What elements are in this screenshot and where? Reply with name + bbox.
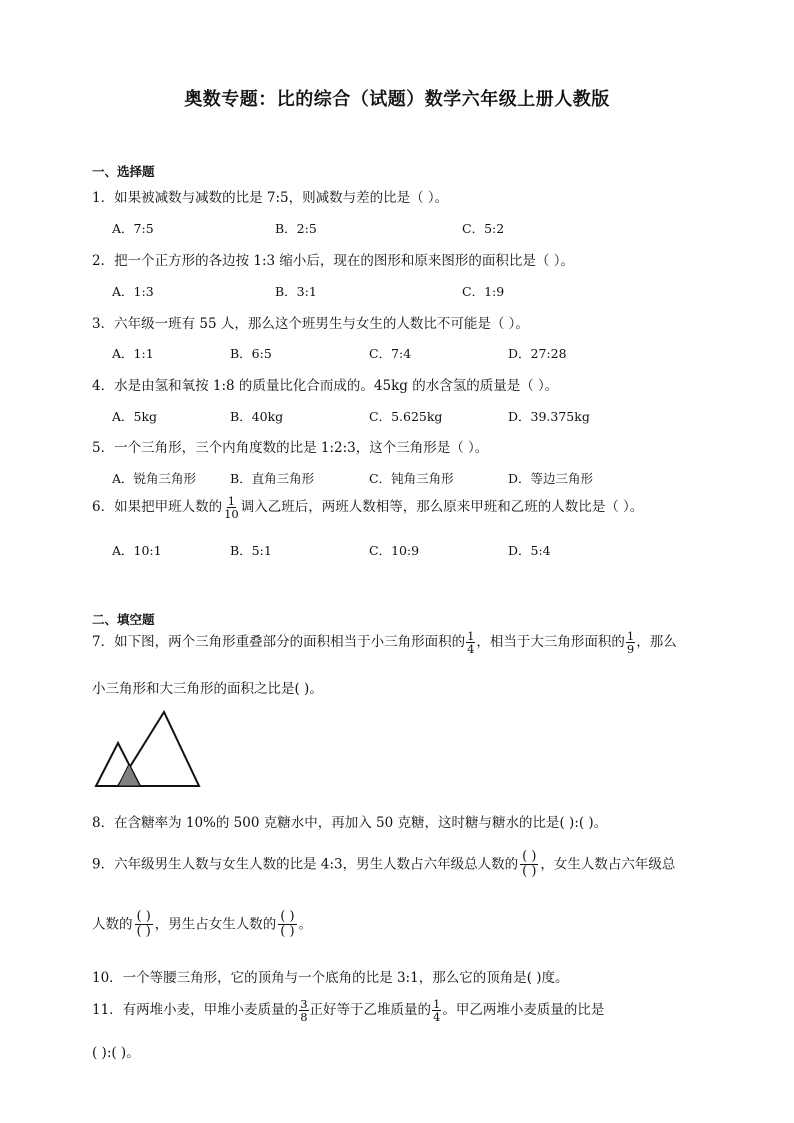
question-11: 11．有两堆小麦，甲堆小麦质量的 $\frac{3}{8}$ 正好等于乙堆质量的 $\frac{1}{4}$ 。甲乙两堆小麦质量的比是 — [92, 997, 605, 1025]
option-c[interactable]: C．10:9 — [369, 543, 420, 558]
option-a[interactable]: A．5kg — [112, 409, 158, 424]
option-a[interactable]: A．7:5 — [112, 221, 154, 236]
option-c[interactable]: C．1:9 — [462, 284, 505, 299]
option-b[interactable]: B．2:5 — [275, 221, 317, 236]
option-d[interactable]: D．39.375kg — [508, 409, 590, 424]
question-6-text-after: 调入乙班后，两班人数相等，那么原来甲班和乙班的人数比是（ ）。 — [240, 499, 644, 516]
option-b[interactable]: B．40kg — [230, 409, 284, 424]
option-b[interactable]: B．5:1 — [230, 543, 272, 558]
page-title: 奥数专题：比的综合（试题）数学六年级上册人教版 — [184, 89, 610, 110]
fraction: $\frac{1}{4}$ — [467, 629, 475, 657]
fraction: $\frac{3}{8}$ — [300, 997, 308, 1025]
question-6 — [92, 495, 643, 520]
option-a[interactable]: A．10:1 — [112, 543, 162, 558]
question-3: 3．六年级一班有 55 人，那么这个班男生与女生的人数比不可能是（ ）。 — [92, 316, 529, 332]
blank-fraction[interactable]: $\frac{( )}{( )}$ — [522, 849, 537, 880]
question-7: 7．如下图，两个三角形重叠部分的面积相当于小三角形面积的 $\frac{1}{4}$ ，相当于大三角形面积的 $\frac{1}{9}$ ，那么 — [92, 629, 677, 657]
option-c[interactable]: C．钝角三角形 — [369, 471, 454, 486]
question-9-line-2: 人数的 $\frac{( )}{( )}$ ，男生占女生人数的 $\frac{( )}{( )}$ 。 — [92, 909, 313, 940]
question-2: 2．把一个正方形的各边按 1:3 缩小后，现在的图形和原来图形的面积比是（ ）。 — [92, 253, 574, 269]
question-6-text-before: 6．如果把甲班人数的 — [92, 499, 223, 516]
option-a[interactable]: A．1:1 — [112, 346, 154, 361]
question-7-line-2: 小三角形和大三角形的面积之比是( )。 — [92, 681, 323, 697]
question-11-line-2: ( ):( )。 — [92, 1045, 140, 1061]
option-c[interactable]: C．5:2 — [462, 221, 505, 236]
blank-fraction[interactable]: $\frac{( )}{( )}$ — [280, 909, 295, 940]
question-5: 5．一个三角形，三个内角度数的比是 1:2:3，这个三角形是（ ）。 — [92, 440, 489, 456]
question-1: 1．如果被减数与减数的比是 7:5，则减数与差的比是（ ）。 — [92, 190, 449, 206]
fraction: $\frac{1}{4}$ — [433, 997, 441, 1025]
option-d[interactable]: D．等边三角形 — [508, 471, 594, 486]
option-d[interactable]: D．27:28 — [508, 346, 567, 361]
question-8: 8．在含糖率为 10%的 500 克糖水中，再加入 50 克糖，这时糖与糖水的比是( ):( )。 — [92, 815, 608, 831]
overlap-region — [118, 764, 140, 786]
option-b[interactable]: B．直角三角形 — [230, 471, 315, 486]
option-b[interactable]: B．6:5 — [230, 346, 272, 361]
question-4: 4．水是由氢和氧按 1:8 的质量比化合而成的。45kg 的水含氢的质量是（ ）。 — [92, 378, 559, 394]
fraction: $\frac{1}{9}$ — [626, 629, 635, 657]
blank-fraction[interactable]: $\frac{( )}{( )}$ — [136, 909, 151, 940]
option-a[interactable]: A．锐角三角形 — [112, 471, 197, 486]
fraction: $\frac{1}{10}$ — [224, 494, 239, 522]
section-fill-heading: 二、填空题 — [92, 612, 155, 627]
option-d[interactable]: D．5:4 — [508, 543, 551, 558]
option-c[interactable]: C．7:4 — [369, 346, 412, 361]
question-10: 10．一个等腰三角形，它的顶角与一个底角的比是 3:1，那么它的顶角是( )度。 — [92, 970, 569, 986]
option-b[interactable]: B．3:1 — [275, 284, 317, 299]
overlapping-triangles-figure — [94, 710, 204, 790]
option-c[interactable]: C．5.625kg — [369, 409, 443, 424]
option-a[interactable]: A．1:3 — [112, 284, 154, 299]
section-choice-heading: 一、选择题 — [92, 164, 155, 179]
question-9: 9．六年级男生人数与女生人数的比是 4:3，男生人数占六年级总人数的 $\frac{( )}{( )}$ ，女生人数占六年级总 — [92, 849, 676, 880]
